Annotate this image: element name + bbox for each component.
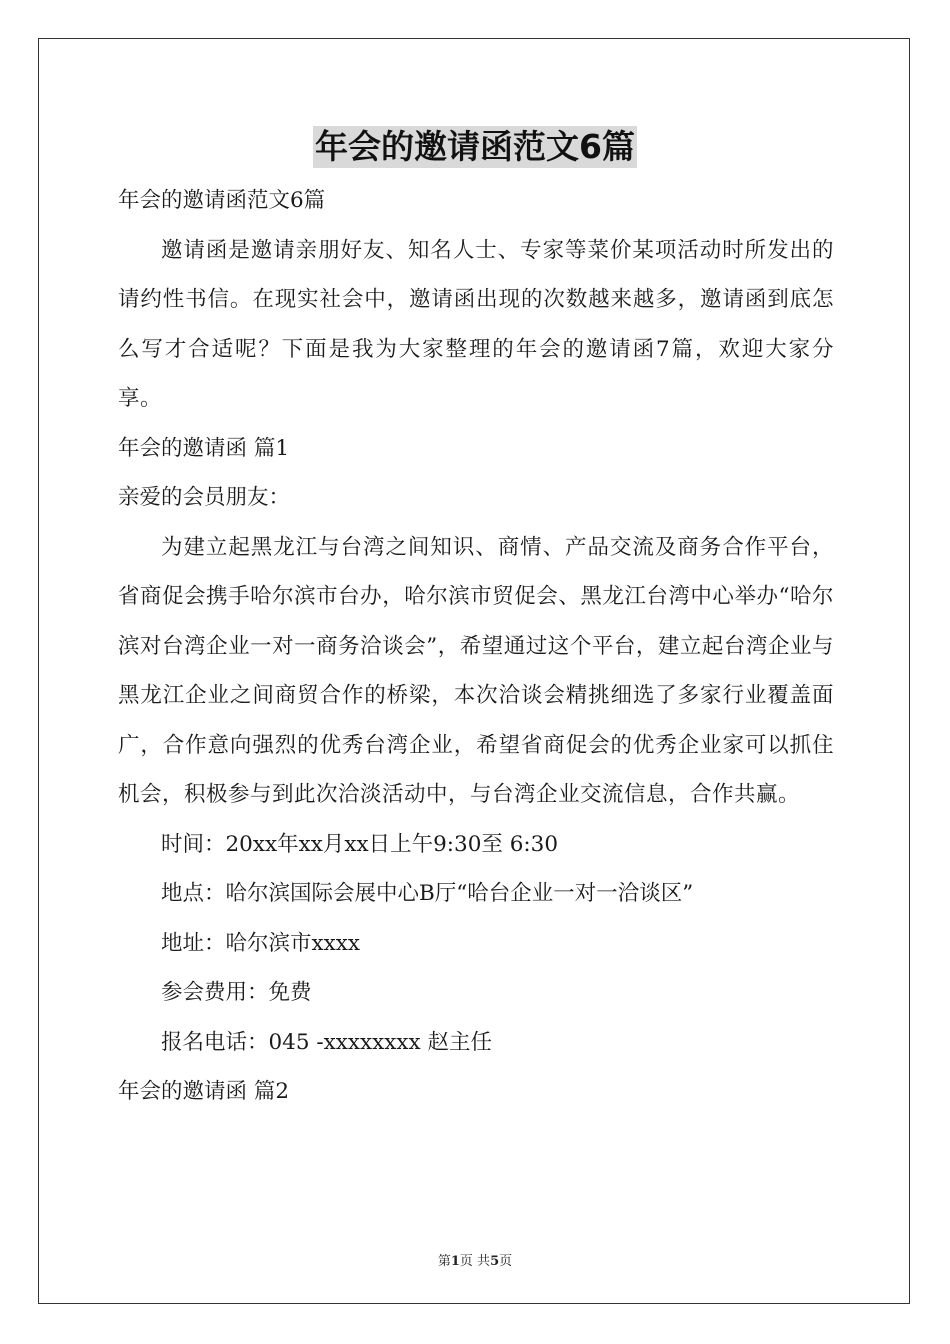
detail-address: 地址：哈尔滨市xxxx — [161, 930, 361, 956]
page-label-mid: 页 共 — [459, 1254, 491, 1269]
detail-venue: 地点：哈尔滨国际会展中心B厅“哈台企业一对一洽谈区” — [161, 881, 694, 906]
detail-time: 时间：20xx年xx月xx日上午9:30至 6:30 — [161, 831, 559, 857]
detail-phone: 报名电话：045 -xxxxxxxx 赵主任 — [161, 1029, 492, 1055]
page-footer — [0, 1250, 950, 1269]
intro-paragraph: 邀请函是邀请亲朋好友、知名人士、专家等菜价某项活动时所发出的请约性书信。在现实社会中，邀请函出现的次数越来越多，邀请函到底怎么写才合适呢？下面是我为大家整理的年会的邀请函7篇，欢迎大家分享。 — [118, 237, 834, 411]
section-heading-1: 年会的邀请函 篇1 — [118, 435, 290, 461]
page-label-suffix: 页 — [499, 1254, 513, 1269]
document-title: 年会的邀请函范文6篇 — [315, 127, 635, 166]
total-page-number: 5 — [490, 1254, 500, 1269]
current-page-number: 1 — [450, 1254, 460, 1269]
section-heading-2: 年会的邀请函 篇2 — [118, 1079, 290, 1104]
document-subtitle: 年会的邀请函范文6篇 — [118, 188, 326, 213]
body-paragraph: 为建立起黑龙江与台湾之间知识、商情、产品交流及商务合作平台，省商促会携手哈尔滨市台办，哈尔滨市贸促会、黑龙江台湾中心举办“哈尔滨对台湾企业一对一商务洽谈会”，希望通过这个平台，建立起台湾企业与黑龙江企业之间商贸合作的桥梁，本次洽谈会精挑细选了多家行业覆盖面广，合作意向强烈的优秀台湾企业，希望省商促会的优秀企业家可以抓住机会，积极参与到此次洽淡活动中，与台湾企业交流信息，合作共赢。 — [118, 534, 834, 807]
page-label-prefix: 第 — [437, 1254, 451, 1269]
title-container — [0, 126, 950, 168]
detail-fee: 参会费用：免费 — [161, 980, 312, 1005]
salutation: 亲爱的会员朋友： — [118, 485, 291, 510]
document-body — [118, 176, 834, 1117]
